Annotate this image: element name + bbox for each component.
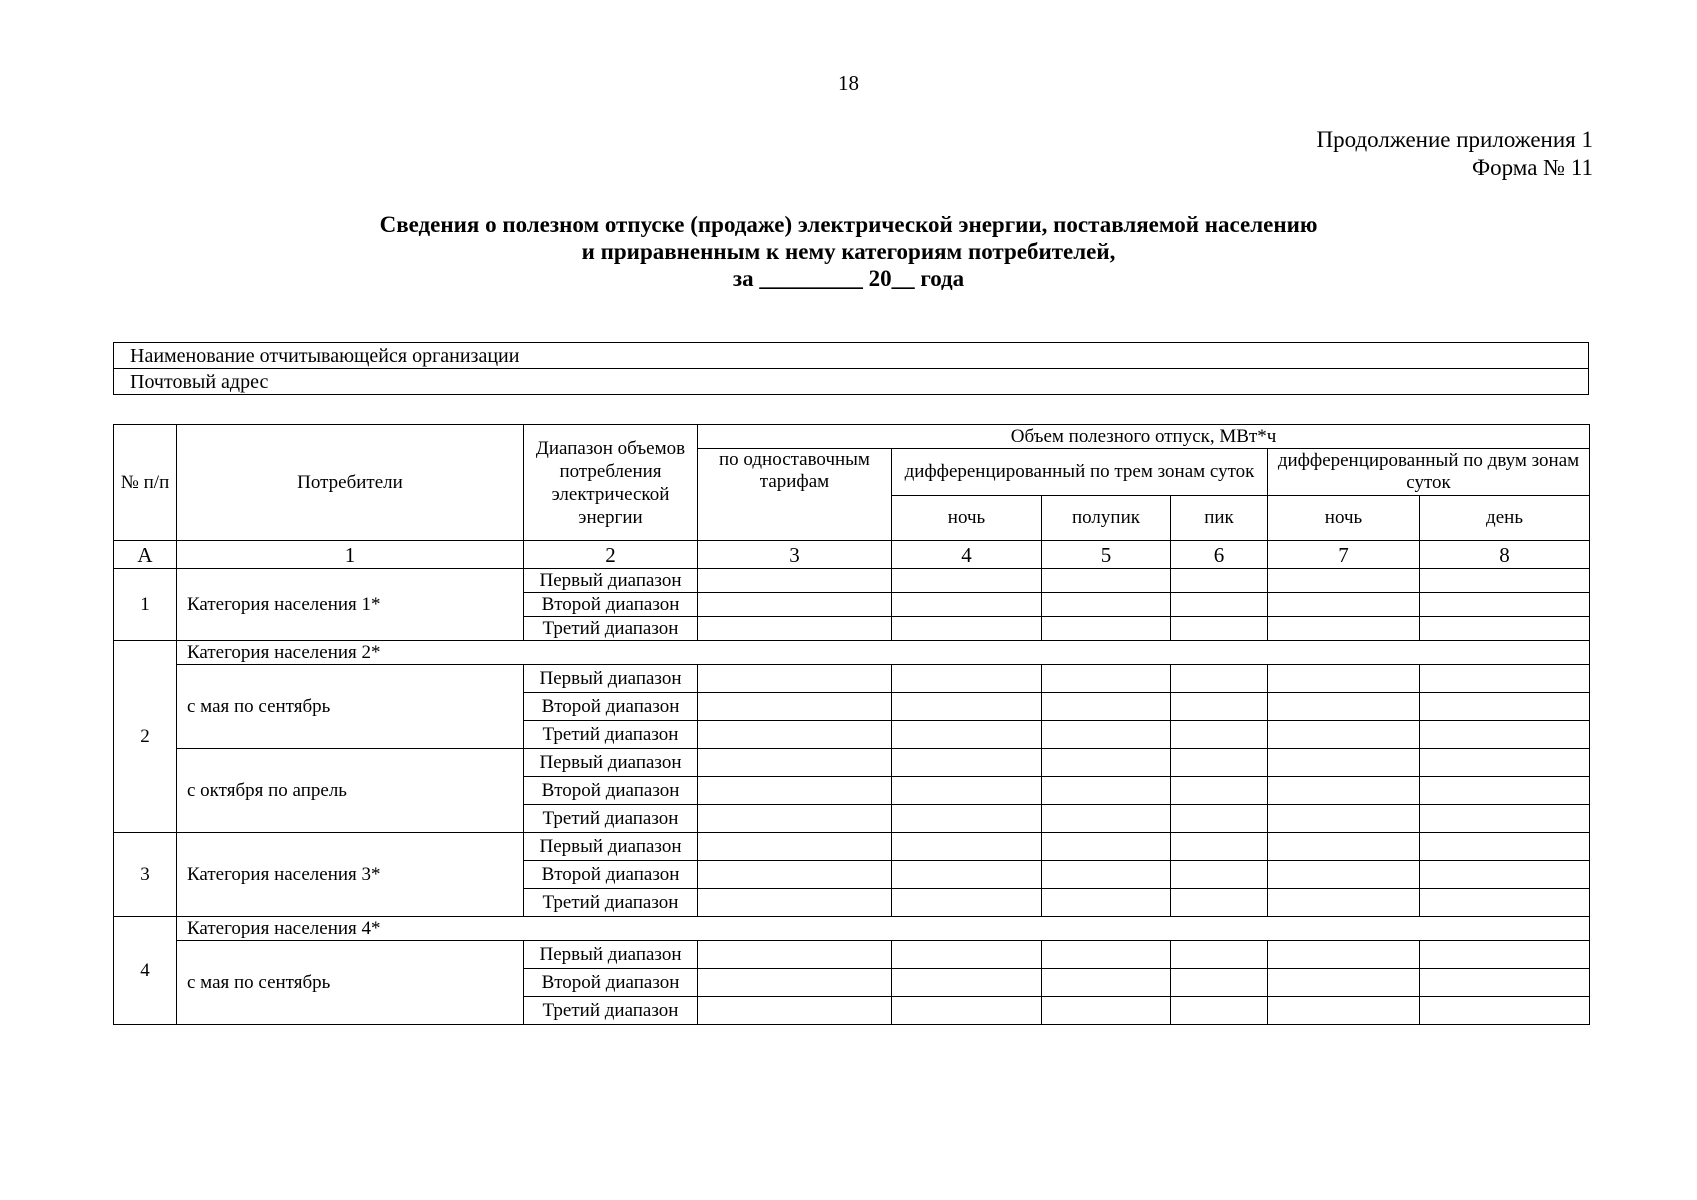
row-num-1: 1 [114,569,177,641]
input-cell[interactable] [892,941,1042,969]
input-cell[interactable] [892,693,1042,721]
header-single-rate: по одноставочным тарифам [698,449,892,541]
input-cell[interactable] [1171,805,1268,833]
input-cell[interactable] [892,569,1042,593]
title-line-2: и приравненным к нему категориям потребителей, [581,239,1116,264]
input-cell[interactable] [1420,721,1590,749]
input-cell[interactable] [1268,861,1420,889]
header-row-1 [114,425,1590,449]
category-1-name: Категория населения 1* [177,569,524,641]
input-cell[interactable] [892,617,1042,641]
range-first: Первый диапазон [524,569,698,593]
range-third: Третий диапазон [524,997,698,1025]
input-cell[interactable] [698,693,892,721]
input-cell[interactable] [1171,569,1268,593]
address-label: Почтовый адрес [114,369,1589,395]
table-row [114,749,1590,777]
col-num-3: 3 [698,541,892,569]
input-cell[interactable] [1268,569,1420,593]
input-cell[interactable] [1420,777,1590,805]
input-cell[interactable] [1268,593,1420,617]
input-cell[interactable] [1420,861,1590,889]
col-num-5: 5 [1042,541,1171,569]
header-three-zone: дифференцированный по трем зонам суток [892,449,1268,496]
input-cell[interactable] [1042,833,1171,861]
range-third: Третий диапазон [524,721,698,749]
input-cell[interactable] [1171,593,1268,617]
input-cell[interactable] [698,617,892,641]
input-cell[interactable] [892,777,1042,805]
category-3-name: Категория населения 3* [177,833,524,917]
input-cell[interactable] [1171,617,1268,641]
input-cell[interactable] [1042,969,1171,997]
input-cell[interactable] [1171,833,1268,861]
category-2-period-winter: с октября по апрель [177,749,524,833]
input-cell[interactable] [1042,721,1171,749]
input-cell[interactable] [892,665,1042,693]
input-cell[interactable] [1171,693,1268,721]
input-cell[interactable] [698,777,892,805]
input-cell[interactable] [1042,805,1171,833]
header-two-zone: дифференцированный по двум зонам суток [1268,449,1590,496]
input-cell[interactable] [1420,569,1590,593]
table-row [114,641,1590,665]
input-cell[interactable] [698,749,892,777]
range-second: Второй диапазон [524,777,698,805]
header-night-3zone: ночь [892,496,1042,541]
input-cell[interactable] [1420,749,1590,777]
input-cell[interactable] [1171,777,1268,805]
input-cell[interactable] [1420,617,1590,641]
input-cell[interactable] [892,889,1042,917]
col-num-4: 4 [892,541,1042,569]
header-night-2zone: ночь [1268,496,1420,541]
title-line-3: за _________ 20__ года [732,266,965,291]
header-day: день [1420,496,1590,541]
page-number: 18 [838,71,859,95]
input-cell[interactable] [698,569,892,593]
input-cell[interactable] [1420,833,1590,861]
input-cell[interactable] [1268,969,1420,997]
input-cell[interactable] [1420,665,1590,693]
range-second: Второй диапазон [524,969,698,997]
input-cell[interactable] [1042,861,1171,889]
table-row [114,833,1590,861]
input-cell[interactable] [1042,693,1171,721]
document-title [0,211,1697,292]
input-cell[interactable] [1268,889,1420,917]
input-cell[interactable] [698,833,892,861]
input-cell[interactable] [1171,665,1268,693]
input-cell[interactable] [698,805,892,833]
input-cell[interactable] [892,997,1042,1025]
input-cell[interactable] [1042,593,1171,617]
input-cell[interactable] [1268,941,1420,969]
range-first: Первый диапазон [524,941,698,969]
range-second: Второй диапазон [524,693,698,721]
input-cell[interactable] [892,833,1042,861]
input-cell[interactable] [1042,997,1171,1025]
input-cell[interactable] [1268,721,1420,749]
col-num-1: 1 [177,541,524,569]
input-cell[interactable] [1420,941,1590,969]
input-cell[interactable] [1268,805,1420,833]
input-cell[interactable] [698,889,892,917]
input-cell[interactable] [892,861,1042,889]
input-cell[interactable] [892,969,1042,997]
range-third: Третий диапазон [524,805,698,833]
header-consumers: Потребители [177,425,524,541]
input-cell[interactable] [1042,749,1171,777]
input-cell[interactable] [1042,777,1171,805]
input-cell[interactable] [1420,889,1590,917]
form-number: Форма № 11 [1471,155,1593,180]
range-third: Третий диапазон [524,889,698,917]
col-num-7: 7 [1268,541,1420,569]
input-cell[interactable] [1171,997,1268,1025]
input-cell[interactable] [698,997,892,1025]
col-num-6: 6 [1171,541,1268,569]
input-cell[interactable] [698,721,892,749]
input-cell[interactable] [1042,569,1171,593]
table-row [114,569,1590,593]
input-cell[interactable] [1042,889,1171,917]
input-cell[interactable] [1042,617,1171,641]
category-2-name: Категория населения 2* [177,641,1590,665]
header-num: № п/п [114,425,177,541]
header-range: Диапазон объемов потребления электрической энергии [524,425,698,541]
range-third: Третий диапазон [524,617,698,641]
header-peak: пик [1171,496,1268,541]
input-cell[interactable] [1171,749,1268,777]
input-cell[interactable] [1171,941,1268,969]
organization-info-table [113,342,1589,395]
input-cell[interactable] [1042,665,1171,693]
input-cell[interactable] [1268,693,1420,721]
input-cell[interactable] [892,749,1042,777]
org-name-row [114,343,1589,369]
col-num-8: 8 [1420,541,1590,569]
category-4-period-summer: с мая по сентябрь [177,941,524,1025]
input-cell[interactable] [1268,665,1420,693]
row-num-2: 2 [114,641,177,833]
row-num-4: 4 [114,917,177,1025]
table-row [114,941,1590,969]
input-cell[interactable] [1268,777,1420,805]
input-cell[interactable] [892,805,1042,833]
range-first: Первый диапазон [524,665,698,693]
input-cell[interactable] [892,593,1042,617]
table-row [114,665,1590,693]
annex-continuation: Продолжение приложения 1 [1316,127,1593,152]
input-cell[interactable] [892,721,1042,749]
input-cell[interactable] [698,941,892,969]
category-2-period-summer: с мая по сентябрь [177,665,524,749]
org-name-label: Наименование отчитывающейся организации [114,343,1589,369]
address-row [114,369,1589,395]
category-4-name: Категория населения 4* [177,917,1590,941]
input-cell[interactable] [698,861,892,889]
input-cell[interactable] [698,969,892,997]
input-cell[interactable] [1042,941,1171,969]
input-cell[interactable] [1268,617,1420,641]
range-second: Второй диапазон [524,861,698,889]
range-first: Первый диапазон [524,833,698,861]
annex-header [1317,126,1593,182]
header-volume: Объем полезного отпуск, МВт*ч [698,425,1590,449]
input-cell[interactable] [1420,693,1590,721]
input-cell[interactable] [1171,889,1268,917]
col-num-2: 2 [524,541,698,569]
input-cell[interactable] [1420,997,1590,1025]
column-number-row [114,541,1590,569]
input-cell[interactable] [698,593,892,617]
row-num-3: 3 [114,833,177,917]
input-cell[interactable] [1268,997,1420,1025]
input-cell[interactable] [1420,805,1590,833]
table-row [114,917,1590,941]
input-cell[interactable] [1420,969,1590,997]
input-cell[interactable] [1268,833,1420,861]
input-cell[interactable] [1171,721,1268,749]
input-cell[interactable] [1420,593,1590,617]
col-num-a: А [114,541,177,569]
energy-supply-table [113,424,1590,1025]
input-cell[interactable] [698,665,892,693]
range-second: Второй диапазон [524,593,698,617]
header-half-peak: полупик [1042,496,1171,541]
input-cell[interactable] [1268,749,1420,777]
title-line-1: Сведения о полезном отпуске (продаже) электрической энергии, поставляемой населению [379,212,1318,237]
input-cell[interactable] [1171,861,1268,889]
range-first: Первый диапазон [524,749,698,777]
input-cell[interactable] [1171,969,1268,997]
